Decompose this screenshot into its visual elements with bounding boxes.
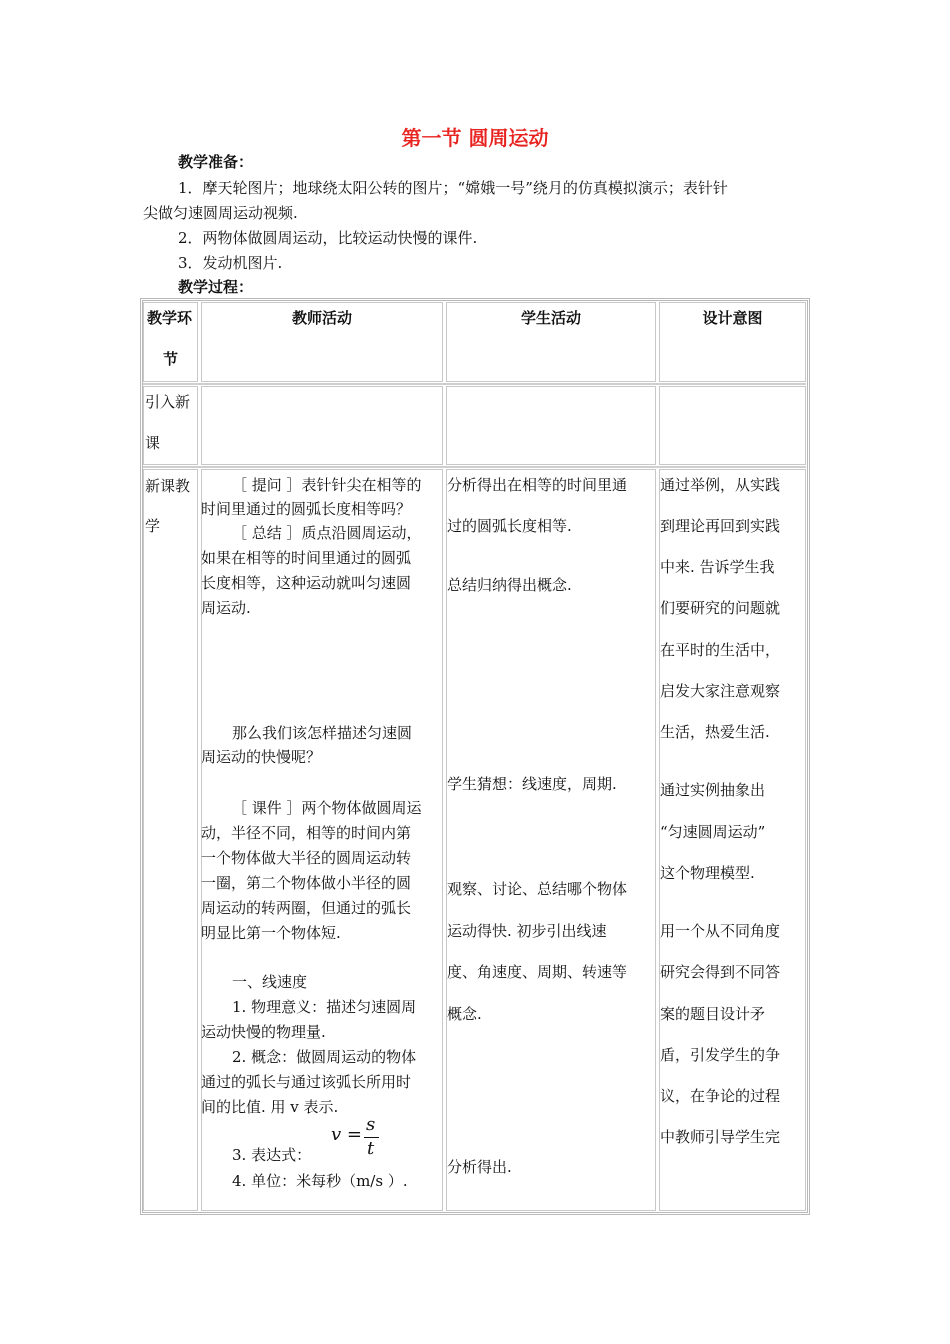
teacher-line: ［ 提问 ］表针针尖在相等的 bbox=[232, 476, 422, 494]
student-line: 学生猜想：线速度，周期. bbox=[447, 775, 617, 793]
teacher-line: 那么我们该怎样描述匀速圆 bbox=[232, 724, 413, 742]
design-line: 们要研究的问题就 bbox=[660, 599, 781, 617]
design-line: 研究会得到不同答 bbox=[660, 963, 781, 981]
header-student: 学生活动 bbox=[520, 309, 581, 327]
teacher-line: 间的比值. 用 v 表示. bbox=[201, 1098, 339, 1116]
header-design: 设计意图 bbox=[702, 309, 763, 327]
teacher-line: 一、线速度 bbox=[232, 973, 308, 991]
formula-denominator: t bbox=[367, 1138, 375, 1159]
row2-section-line2: 学 bbox=[145, 517, 161, 535]
teacher-line: 3. 表达式： bbox=[232, 1146, 312, 1164]
formula-lhs: v = bbox=[331, 1124, 362, 1145]
header-section-line2: 节 bbox=[163, 350, 179, 368]
row1-section-line2: 课 bbox=[145, 434, 161, 452]
teacher-line: 动，半径不同，相等的时间内第 bbox=[201, 824, 412, 842]
design-line: 用一个从不同角度 bbox=[660, 922, 781, 940]
design-line: 在平时的生活中， bbox=[660, 641, 781, 659]
design-line: 生活，热爱生活. bbox=[660, 723, 770, 741]
prep-item-3: 3．发动机图片. bbox=[178, 254, 283, 272]
student-line: 运动得快. 初步引出线速 bbox=[447, 922, 607, 940]
student-line: 概念. bbox=[447, 1005, 482, 1023]
teacher-line: 长度相等，这种运动就叫匀速圆 bbox=[201, 574, 412, 592]
page-title: 第一节 圆周运动 bbox=[401, 126, 549, 150]
row2-section-line1: 新课教 bbox=[145, 477, 191, 495]
design-line: 这个物理模型. bbox=[660, 864, 755, 882]
design-line: 议，在争论的过程 bbox=[660, 1087, 781, 1105]
row1-cell-student bbox=[446, 386, 656, 465]
design-line: 中教师引导学生完 bbox=[660, 1128, 781, 1146]
design-line: 中来. 告诉学生我 bbox=[660, 558, 775, 576]
header-teacher: 教师活动 bbox=[291, 309, 352, 327]
teacher-line: 如果在相等的时间里通过的圆弧 bbox=[201, 549, 412, 567]
teacher-line: 明显比第一个物体短. bbox=[201, 924, 341, 942]
teacher-line: 周运动的快慢呢？ bbox=[201, 748, 322, 766]
formula-numerator: s bbox=[366, 1114, 376, 1135]
prep-item-1: 1．摩天轮图片；地球绕太阳公转的图片；“嫦娥一号”绕月的仿真模拟演示；表针针 bbox=[178, 179, 728, 197]
teacher-line: 一个物体做大半径的圆周运动转 bbox=[201, 849, 412, 867]
design-line: 通过实例抽象出 bbox=[660, 781, 766, 799]
student-line: 观察、讨论、总结哪个物体 bbox=[447, 880, 628, 898]
prep-heading: 教学准备： bbox=[178, 153, 254, 171]
teacher-line: 1. 物理意义：描述匀速圆周 bbox=[232, 998, 417, 1016]
design-line: 盾，引发学生的争 bbox=[660, 1046, 781, 1064]
teacher-line: ［ 课件 ］两个物体做圆周运 bbox=[232, 799, 422, 817]
student-line: 分析得出. bbox=[447, 1158, 512, 1176]
design-line: “匀速圆周运动” bbox=[660, 823, 766, 841]
teacher-line: 周运动的转两圈，但通过的弧长 bbox=[201, 899, 412, 917]
student-line: 总结归纳得出概念. bbox=[447, 576, 572, 594]
row-divider bbox=[143, 383, 806, 385]
header-section-line1: 教学环 bbox=[147, 309, 193, 327]
design-line: 通过举例，从实践 bbox=[660, 476, 781, 494]
row-divider bbox=[143, 466, 806, 468]
teacher-line: 运动快慢的物理量. bbox=[201, 1023, 326, 1041]
teacher-line: 4. 单位：米每秒（m/s ）. bbox=[232, 1172, 408, 1190]
student-line: 过的圆弧长度相等. bbox=[447, 517, 572, 535]
prep-item-1-cont: 尖做匀速圆周运动视频. bbox=[143, 204, 298, 222]
row1-section-line1: 引入新 bbox=[145, 393, 191, 411]
student-line: 分析得出在相等的时间里通 bbox=[447, 476, 628, 494]
row1-cell-teacher bbox=[201, 386, 443, 465]
teacher-line: 一圈，第二个物体做小半径的圆 bbox=[201, 874, 412, 892]
teacher-line: ［ 总结 ］质点沿圆周运动， bbox=[232, 524, 422, 542]
prep-item-2: 2．两物体做圆周运动，比较运动快慢的课件. bbox=[178, 229, 478, 247]
student-line: 度、角速度、周期、转速等 bbox=[447, 963, 628, 981]
row1-cell-design bbox=[659, 386, 806, 465]
teacher-line: 周运动. bbox=[201, 599, 251, 617]
row2-cell-section bbox=[143, 469, 198, 1211]
design-line: 启发大家注意观察 bbox=[660, 682, 781, 700]
design-line: 案的题目设计矛 bbox=[660, 1005, 766, 1023]
teacher-line: 时间里通过的圆弧长度相等吗？ bbox=[201, 500, 412, 518]
teacher-line: 2. 概念：做圆周运动的物体 bbox=[232, 1048, 417, 1066]
design-line: 到理论再回到实践 bbox=[660, 517, 781, 535]
process-heading: 教学过程： bbox=[178, 278, 254, 296]
teacher-line: 通过的弧长与通过该弧长所用时 bbox=[201, 1073, 412, 1091]
